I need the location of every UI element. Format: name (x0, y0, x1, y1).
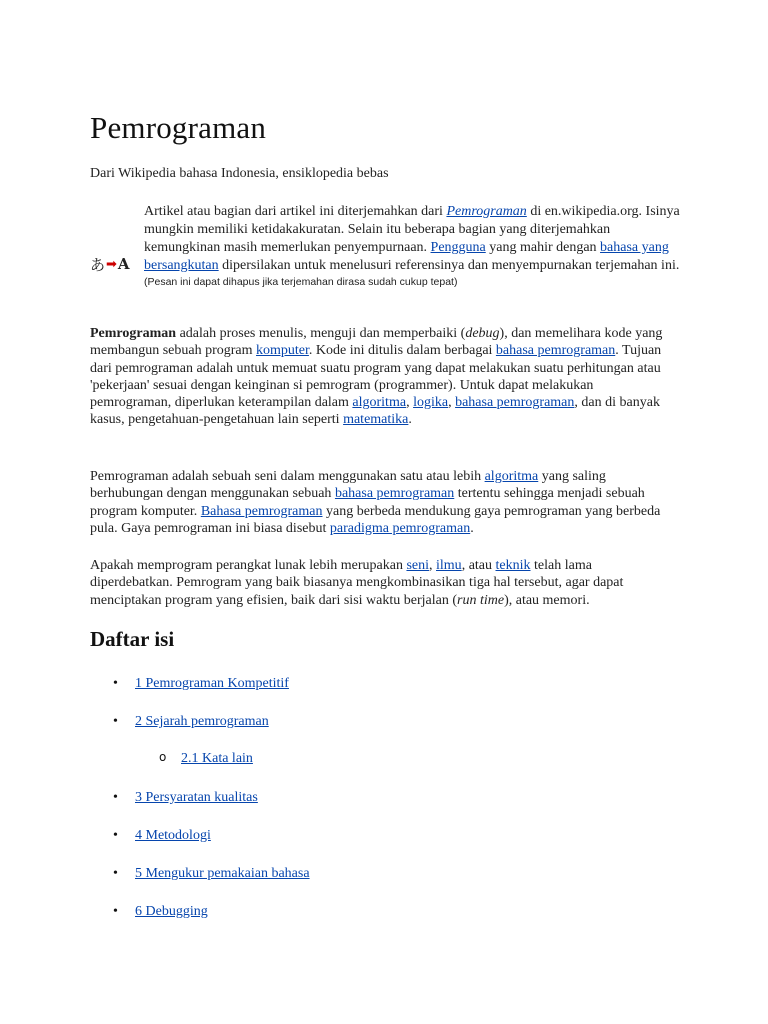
toc-item-2-1 (159, 750, 253, 767)
circle-bullet-icon: o (159, 750, 167, 764)
bullet-icon: • (113, 790, 118, 805)
translate-icon-source: あ (90, 255, 106, 274)
notice-text-4: dipersilakan untuk menelusuri referensinya dan menyempurnakan terjemahan ini. (218, 258, 680, 273)
toc-item-3 (113, 790, 258, 806)
p1-text-4: . Tujuan dari pemrograman adalah untuk memuat suatu program yang dapat melakukan suatu perhitungan atau 'pekerjaan' sesuai dengan keinginan si pemrogram (programmer). Untuk dapat melakukan pemrograman, diperlukan keterampilan dalam (90, 343, 662, 411)
toc-item-6 (113, 904, 208, 920)
p1-text-6: , (448, 395, 456, 411)
link-teknik[interactable]: teknik (495, 558, 531, 573)
link-bahasa-pemrograman[interactable]: bahasa pemrograman (495, 343, 616, 359)
notice-text (144, 203, 680, 289)
paragraph-2 (90, 468, 678, 537)
link-komputer[interactable]: komputer (256, 343, 309, 359)
term-debug: debug (465, 326, 500, 341)
notice-text-2: di en.wikipedia.org. Isinya mungkin memiliki ketidakakuratan. Selain itu beberapa bagian yang diterjemahkan kemungkinan masih memerlukan penyempurnaan. (144, 204, 680, 255)
bullet-icon: • (113, 904, 118, 919)
toc-link-metodologi[interactable]: 4 Metodologi (135, 828, 211, 843)
p2-text-2: yang saling berhubungan dengan menggunakan sebuah (90, 469, 606, 502)
arrow-right-icon: ➡ (106, 256, 117, 272)
toc-item-4 (113, 828, 211, 844)
link-matematika[interactable]: matematika (343, 412, 409, 428)
link-logika[interactable]: logika (413, 395, 449, 411)
link-algoritma[interactable]: algoritma (352, 395, 407, 411)
link-bahasa-pemrograman-4[interactable]: Bahasa pemrograman (200, 503, 323, 519)
link-paradigma-pemrograman[interactable]: paradigma pemrograman (329, 520, 471, 536)
paragraph-1 (90, 325, 678, 429)
translate-icon (90, 203, 144, 289)
toc-item-5 (113, 866, 310, 882)
toc-link-persyaratan-kualitas[interactable]: 3 Persyaratan kualitas (135, 790, 258, 805)
page-subtitle: Dari Wikipedia bahasa Indonesia, ensiklopedia bebas (90, 166, 389, 181)
toc-link-kata-lain[interactable]: 2.1 Kata lain (181, 751, 253, 766)
bullet-icon: • (113, 866, 118, 881)
link-pengguna[interactable]: Pengguna (430, 240, 486, 255)
notice-small-text: (Pesan ini dapat dihapus jika terjemahan dirasa sudah cukup tepat) (144, 276, 458, 288)
toc-item-1 (113, 676, 289, 692)
page-title: Pemrograman (90, 110, 267, 145)
term-pemrograman: Pemrograman (90, 326, 177, 341)
p2-text-1: Pemrograman adalah sebuah seni dalam menggunakan satu atau lebih (90, 469, 485, 484)
p3-text-4: telah lama diperdebatkan. Pemrogram yang baik biasanya mengkombinasikan tiga hal tersebut, agar dapat menciptakan program yang efisien, baik dari sisi waktu berjalan ( (90, 558, 624, 608)
p1-text-5: , (406, 395, 414, 411)
p3-text-1: Apakah memprogram perangkat lunak lebih merupakan (90, 558, 407, 573)
link-pemrograman-en[interactable]: Pemrograman (446, 204, 527, 219)
toc-item-2 (113, 714, 269, 730)
notice-text-3: yang mahir dengan (485, 240, 601, 255)
bullet-icon: • (113, 714, 118, 729)
p2-text-3: tertentu sehingga menjadi sebuah program komputer. (90, 486, 645, 519)
link-ilmu[interactable]: ilmu (436, 558, 462, 573)
link-bahasa-bersangkutan[interactable]: bahasa yang bersangkutan (144, 240, 669, 273)
p3-text-2: , (429, 558, 437, 573)
p3-text-3: , atau (461, 558, 496, 573)
p1-text-7: , dan di banyak kasus, pengetahuan-pengetahuan lain seperti (90, 395, 660, 428)
toc-link-debugging[interactable]: 6 Debugging (135, 904, 208, 919)
p2-text-5: . (470, 520, 474, 536)
link-bahasa-pemrograman-3[interactable]: bahasa pemrograman (334, 486, 455, 502)
p1-text-3: . Kode ini ditulis dalam berbagai (308, 343, 496, 359)
bullet-icon: • (113, 676, 118, 691)
toc-link-mengukur-pemakaian-bahasa[interactable]: 5 Mengukur pemakaian bahasa (135, 866, 310, 881)
bullet-icon: • (113, 828, 118, 843)
p1-text-1: adalah proses menulis, menguji dan memperbaiki ( (176, 326, 466, 341)
p1-text-2: ), dan memelihara kode yang membangun sebuah program (90, 326, 663, 359)
translation-notice (90, 203, 680, 289)
link-bahasa-pemrograman-2[interactable]: bahasa pemrograman (455, 395, 575, 411)
p3-text-5: ), atau memori. (504, 592, 590, 608)
p2-text-4: yang berbeda mendukung gaya pemrograman yang berbeda pula. Gaya pemrograman ini biasa disebut (90, 503, 661, 536)
p1-text-8: . (408, 412, 412, 428)
link-algoritma-2[interactable]: algoritma (484, 469, 539, 484)
term-run-time: run time (457, 592, 505, 608)
translate-icon-target: A (117, 255, 130, 273)
link-seni[interactable]: seni (406, 558, 430, 573)
toc-link-pemrograman-kompetitif[interactable]: 1 Pemrograman Kompetitif (135, 676, 289, 691)
toc-link-sejarah-pemrograman[interactable]: 2 Sejarah pemrograman (135, 714, 269, 729)
notice-text-1: Artikel atau bagian dari artikel ini diterjemahkan dari (144, 204, 447, 219)
paragraph-3 (90, 557, 678, 609)
toc-title: Daftar isi (90, 627, 175, 651)
